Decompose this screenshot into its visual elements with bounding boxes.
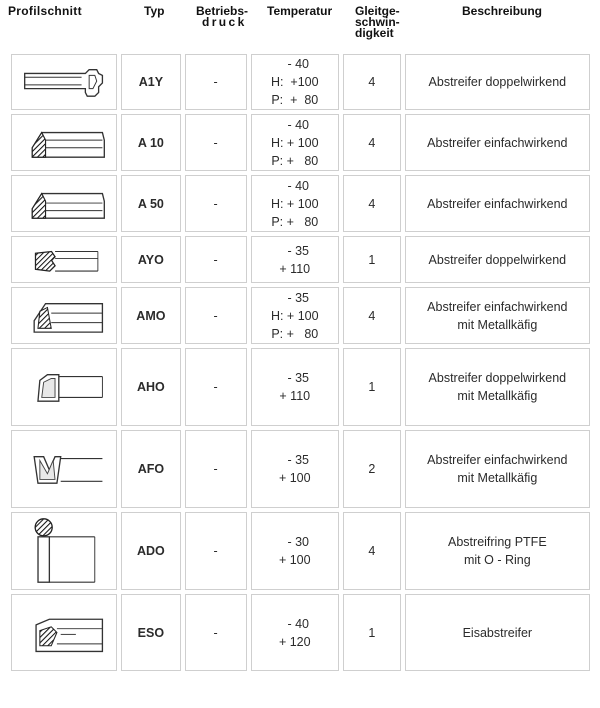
table-row [11, 512, 590, 590]
temperatur-line: - 35 [280, 453, 310, 467]
beschreibung-cell [405, 430, 590, 508]
typ-cell: ADO [121, 512, 181, 590]
aho-profile-icon [19, 363, 110, 411]
temperatur-line: + 110 [279, 261, 311, 276]
betriebsdruck-cell: - [185, 236, 247, 283]
gleitgeschwindigkeit-cell: 4 [343, 287, 401, 344]
a1y-profile-icon [19, 60, 110, 104]
beschreibung-cell [405, 54, 590, 110]
typ-cell: AYO [121, 236, 181, 283]
temperatur-line: - 35 [280, 371, 310, 385]
beschreibung-cell [405, 287, 590, 344]
gleitgeschwindigkeit-cell: 4 [343, 54, 401, 110]
temperatur-cell [251, 287, 340, 344]
header-beschreibung: Beschreibung [462, 4, 543, 18]
betriebsdruck-cell: - [185, 114, 247, 171]
temperatur-cell [251, 236, 340, 283]
gleitgeschwindigkeit-cell: 4 [343, 114, 401, 171]
temperatur-line: - 30 [280, 535, 310, 549]
beschreibung-cell [405, 236, 590, 283]
beschreibung-line: Abstreifer doppelwirkend [428, 75, 567, 89]
temperatur-line: - 35 [280, 290, 310, 305]
profile-cell [11, 236, 117, 283]
temperatur-line: - 40 [280, 178, 310, 193]
gleitgeschwindigkeit-cell: 1 [343, 348, 401, 426]
temperatur-line: P: + 80 [271, 93, 319, 107]
beschreibung-line: Abstreifer einfachwirkend [427, 299, 568, 314]
temperatur-line: P: + 80 [271, 326, 319, 341]
temperatur-cell [251, 175, 340, 232]
temperatur-cell [251, 430, 340, 508]
temperatur-line: - 40 [280, 57, 310, 71]
beschreibung-cell [405, 594, 590, 671]
beschreibung-line: Abstreifer einfachwirkend [427, 196, 568, 211]
temperatur-line: H: + 100 [270, 196, 319, 211]
gleitgeschwindigkeit-cell: 4 [343, 175, 401, 232]
table-row [11, 594, 590, 671]
a10-profile-icon [19, 121, 110, 165]
beschreibung-cell [405, 512, 590, 590]
typ-cell: AHO [121, 348, 181, 426]
gleitgeschwindigkeit-cell: 4 [343, 512, 401, 590]
typ-cell: AMO [121, 287, 181, 344]
table-row [11, 348, 590, 426]
afo-profile-icon [19, 445, 110, 493]
typ-cell: A1Y [121, 54, 181, 110]
temperatur-line: + 100 [278, 471, 311, 485]
profile-cell [11, 348, 117, 426]
table-row [11, 287, 590, 344]
temperatur-line: - 35 [280, 243, 310, 258]
header-betriebsdruck-line1: Betriebs- [196, 4, 249, 18]
beschreibung-line: Abstreifer doppelwirkend [428, 371, 567, 385]
gleitgeschwindigkeit-cell: 2 [343, 430, 401, 508]
betriebsdruck-cell: - [185, 287, 247, 344]
betriebsdruck-cell: - [185, 348, 247, 426]
temperatur-line: + 100 [278, 553, 311, 567]
typ-cell: AFO [121, 430, 181, 508]
header-betriebsdruck [196, 6, 258, 28]
seal-table [7, 50, 594, 675]
temperatur-line: H: +100 [270, 75, 319, 89]
beschreibung-line: Abstreifer einfachwirkend [427, 453, 568, 467]
temperatur-line: + 110 [279, 389, 311, 403]
beschreibung-line: mit Metallkäfig [457, 471, 538, 485]
profile-cell [11, 175, 117, 232]
header-gleit-line3: digkeit [355, 26, 394, 40]
temperatur-cell [251, 594, 340, 671]
profile-cell [11, 430, 117, 508]
typ-cell: A 10 [121, 114, 181, 171]
profile-cell [11, 114, 117, 171]
beschreibung-line: Eisabstreifer [462, 625, 533, 640]
header-typ: Typ [144, 4, 165, 18]
amo-profile-icon [19, 294, 110, 338]
ado-profile-icon [19, 516, 110, 586]
betriebsdruck-cell: - [185, 512, 247, 590]
gleitgeschwindigkeit-cell: 1 [343, 236, 401, 283]
temperatur-cell [251, 54, 340, 110]
temperatur-line: + 120 [278, 634, 311, 649]
beschreibung-line: Abstreifer doppelwirkend [428, 252, 567, 267]
temperatur-line: H: + 100 [270, 308, 319, 323]
typ-cell: ESO [121, 594, 181, 671]
table-row [11, 175, 590, 232]
betriebsdruck-cell: - [185, 54, 247, 110]
header-temperatur: Temperatur [267, 4, 333, 18]
temperatur-line: - 40 [280, 117, 310, 132]
profile-cell [11, 54, 117, 110]
header-profilschnitt: Profilschnitt [8, 4, 82, 18]
gleitgeschwindigkeit-cell: 1 [343, 594, 401, 671]
table-row [11, 430, 590, 508]
profile-cell [11, 287, 117, 344]
temperatur-cell [251, 512, 340, 590]
table-row [11, 54, 590, 110]
beschreibung-cell [405, 348, 590, 426]
beschreibung-line: mit O - Ring [463, 553, 531, 567]
temperatur-line: - 40 [280, 616, 310, 631]
eso-profile-icon [19, 604, 110, 661]
beschreibung-cell [405, 175, 590, 232]
beschreibung-line: Abstreifring PTFE [448, 535, 547, 549]
betriebsdruck-cell: - [185, 594, 247, 671]
temperatur-line: P: + 80 [271, 153, 319, 168]
a50-profile-icon [19, 182, 110, 226]
beschreibung-line: mit Metallkäfig [457, 317, 538, 332]
profile-cell [11, 594, 117, 671]
table-row [11, 114, 590, 171]
temperatur-cell [251, 348, 340, 426]
header-gleit-line1: Gleitge- [355, 4, 400, 18]
betriebsdruck-cell: - [185, 430, 247, 508]
beschreibung-cell [405, 114, 590, 171]
betriebsdruck-cell: - [185, 175, 247, 232]
beschreibung-line: mit Metallkäfig [457, 389, 538, 403]
temperatur-cell [251, 114, 340, 171]
typ-cell: A 50 [121, 175, 181, 232]
temperatur-line: H: + 100 [270, 135, 319, 150]
ayo-profile-icon [21, 239, 107, 280]
header-gleitgeschwindigkeit [355, 6, 415, 39]
seal-table-body [11, 54, 590, 671]
profile-cell [11, 512, 117, 590]
temperatur-line: P: + 80 [271, 214, 319, 229]
header-betriebsdruck-line2: druck [202, 15, 247, 29]
header-gleit-line2: schwin- [355, 15, 400, 29]
table-row [11, 236, 590, 283]
beschreibung-line: Abstreifer einfachwirkend [427, 135, 568, 150]
